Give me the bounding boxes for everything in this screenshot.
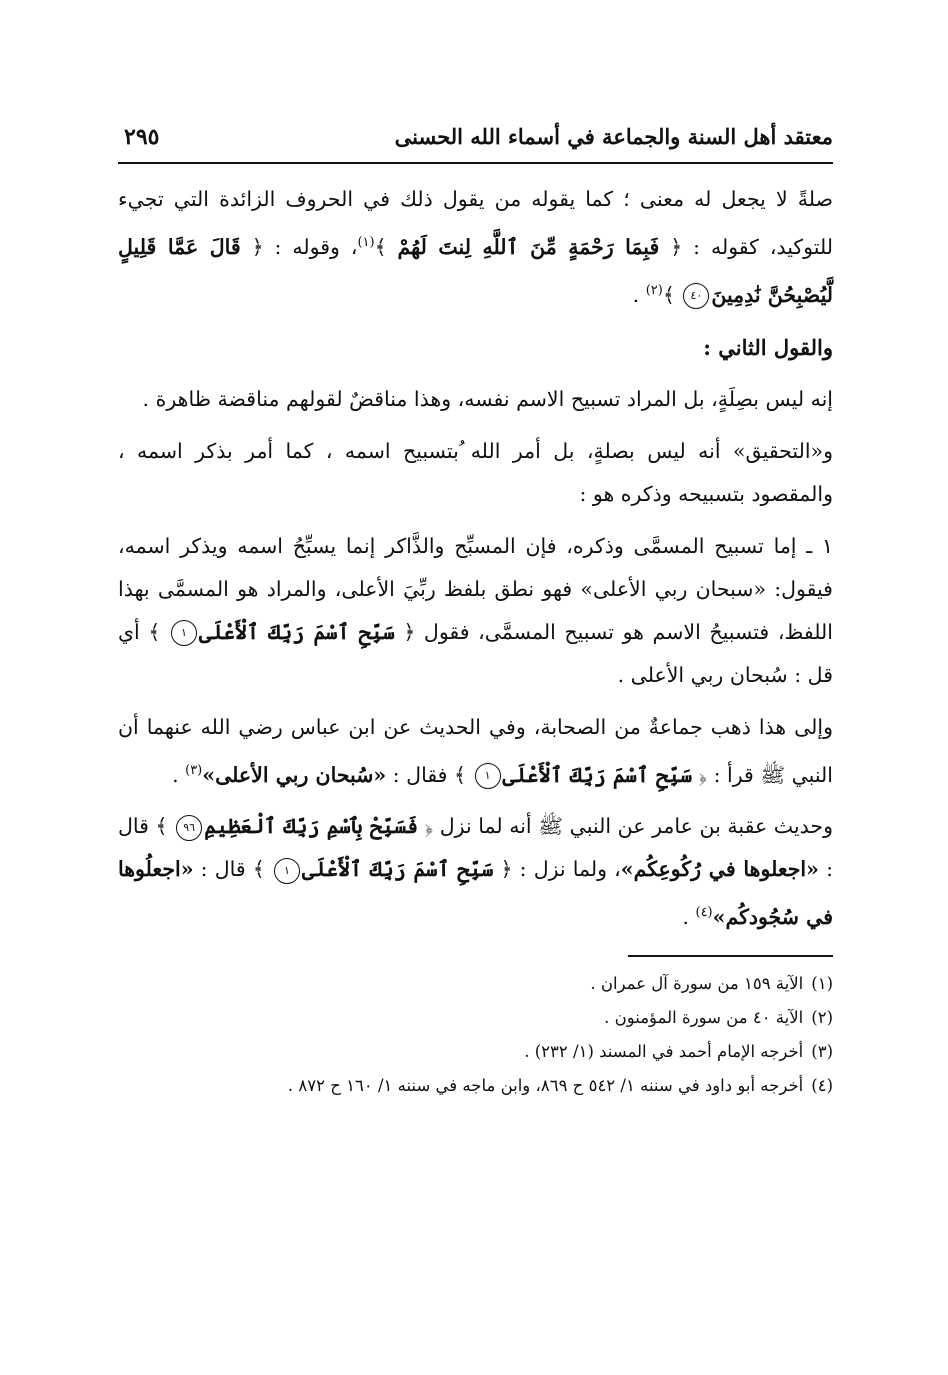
footnotes [118, 967, 833, 1103]
footnote-ref-3: (٣) [185, 762, 203, 778]
text-run: . [682, 905, 696, 930]
ayah-number-marker: ١ [171, 620, 197, 646]
footnote-number: (٢) [811, 1008, 833, 1028]
text-run: ﴾ قال : [118, 814, 833, 882]
footnote-text: أخرجه أبو داود في سننه ١/ ٥٤٢ ح ٨٦٩، وابن ماجه في سننه ١/ ١٦٠ ح ٨٧٢ . [287, 1076, 804, 1096]
footnote-3 [118, 1035, 833, 1069]
text-run: ، وقوله : ﴿ [240, 234, 358, 259]
ayah-number-marker: ٤٠ [683, 283, 709, 309]
quran-verse: قَالَ عَمَّا قَلِيلٍ لَّيُصْبِحُنَّ نَٰدِمِينَ [118, 234, 833, 307]
text-run: . [632, 282, 646, 307]
quran-verse: سَبِّحِ ٱسْمَ رَبِّكَ ٱلْأَعْلَى [502, 762, 693, 787]
paragraph-3: و«التحقيق» أنه ليس بصلةٍ، بل أمر الله ُبتسبيح اسمه ، كما أمر بذكر اسمه ، والمقصود بتسبيحه وذكره هو : [118, 438, 833, 506]
quran-verse: سَبِّحِ ٱسْمَ رَبِّكَ ٱلْأَعْلَى [198, 619, 395, 644]
text-run: ١ ـ إما تسبيح المسمَّى وذكره، فإن المسبِّح والذَّاكر إنما يسبِّحُ اسمه ويذكر اسمه، فيقول: «سبحان ربي الأعلى» فهو نطق بلفظ ربِّيَ الأعلى، والمراد هو المسمَّى بهذا اللفظ، فتسبيحُ الاسم هو تسبيح المسمَّى، فقول ﴿ [118, 533, 833, 644]
text-run: ﴾ [374, 234, 398, 259]
hadith-quote: «سُبحان ربي الأعلى» [202, 762, 387, 787]
text-run: ﴾ فقال : [386, 762, 473, 787]
ayah-number-marker: ٩٦ [176, 815, 202, 841]
footnote-1 [118, 967, 833, 1001]
footnote-divider [628, 955, 833, 957]
text-run: . [172, 762, 186, 787]
section-heading: والقول الثاني : [703, 334, 833, 360]
text-run: ﴾ أي قل : سُبحان ربي الأعلى . [118, 619, 833, 687]
footnote-number: (١) [811, 974, 833, 994]
text-run: ﴾ [662, 282, 682, 307]
quran-verse: سَبِّحِ ٱسْمَ رَبِّكَ ٱلْأَعْلَى [301, 857, 494, 882]
footnote-ref-1: (١) [357, 235, 375, 250]
footnote-number: (٤) [811, 1076, 833, 1096]
paragraph-6 [118, 805, 833, 939]
book-page [118, 118, 833, 1258]
quran-verse: فَسَبِّحْ بِٱسْمِ رَبِّكَ ٱلْعَظِيمِ [204, 814, 419, 839]
ayah-number-marker: ١ [475, 763, 501, 789]
text-run: ، ولما نزل : ﴿ [493, 857, 621, 882]
text-run: صلةً لا يجعل له معنى ؛ كما يقوله من يقول ذلك في الحروف الزائدة التي تجيء للتوكيد، كقوله : ﴿ [118, 187, 833, 259]
footnote-ref-4: (٤) [695, 905, 713, 921]
paragraph-2: إنه ليس بصِلَةٍ، بل المراد تسبيح الاسم نفسه، وهذا مناقضٌ لقولهم مناقضة ظاهرة . [142, 386, 833, 411]
page-header [118, 118, 833, 164]
quran-verse: فَبِمَا رَحْمَةٍ مِّنَ ٱللَّهِ لِنتَ لَهُمْ [397, 234, 660, 259]
ayah-number-marker: ١ [274, 858, 300, 884]
page-body [118, 178, 833, 1103]
footnote-4 [118, 1069, 833, 1103]
running-title: معتقد أهل السنة والجماعة في أسماء الله الحسنى [394, 124, 833, 149]
text-run: وحديث عقبة بن عامر عن النبي ﷺ أنه لما نزل ﴿ [418, 814, 833, 839]
text-run: وإلى هذا ذهب جماعةٌ من الصحابة، وفي الحديث عن ابن عباس رضي الله عنهما أن النبي ﷺ قرأ : ﴿ [118, 714, 833, 787]
footnote-ref-2: (٢) [645, 282, 663, 298]
paragraph-5 [118, 706, 833, 797]
footnote-2 [118, 1001, 833, 1035]
hadith-quote: «اجعلُوها في سُجُودكُم» [118, 857, 833, 930]
footnote-text: الآية ١٥٩ من سورة آل عمران . [590, 974, 804, 994]
paragraph-4 [118, 525, 833, 697]
footnote-text: الآية ٤٠ من سورة المؤمنون . [604, 1008, 804, 1028]
page-number: ٢٩٥ [124, 124, 160, 150]
paragraph-1 [118, 178, 833, 317]
footnote-text: أخرجه الإمام أحمد في المسند (١/ ٢٣٢) . [524, 1042, 804, 1062]
hadith-quote: «اجعلوها في رُكُوعِكُم» [620, 857, 819, 882]
text-run: ﴾ قال : [193, 857, 272, 882]
footnote-number: (٣) [811, 1042, 833, 1062]
